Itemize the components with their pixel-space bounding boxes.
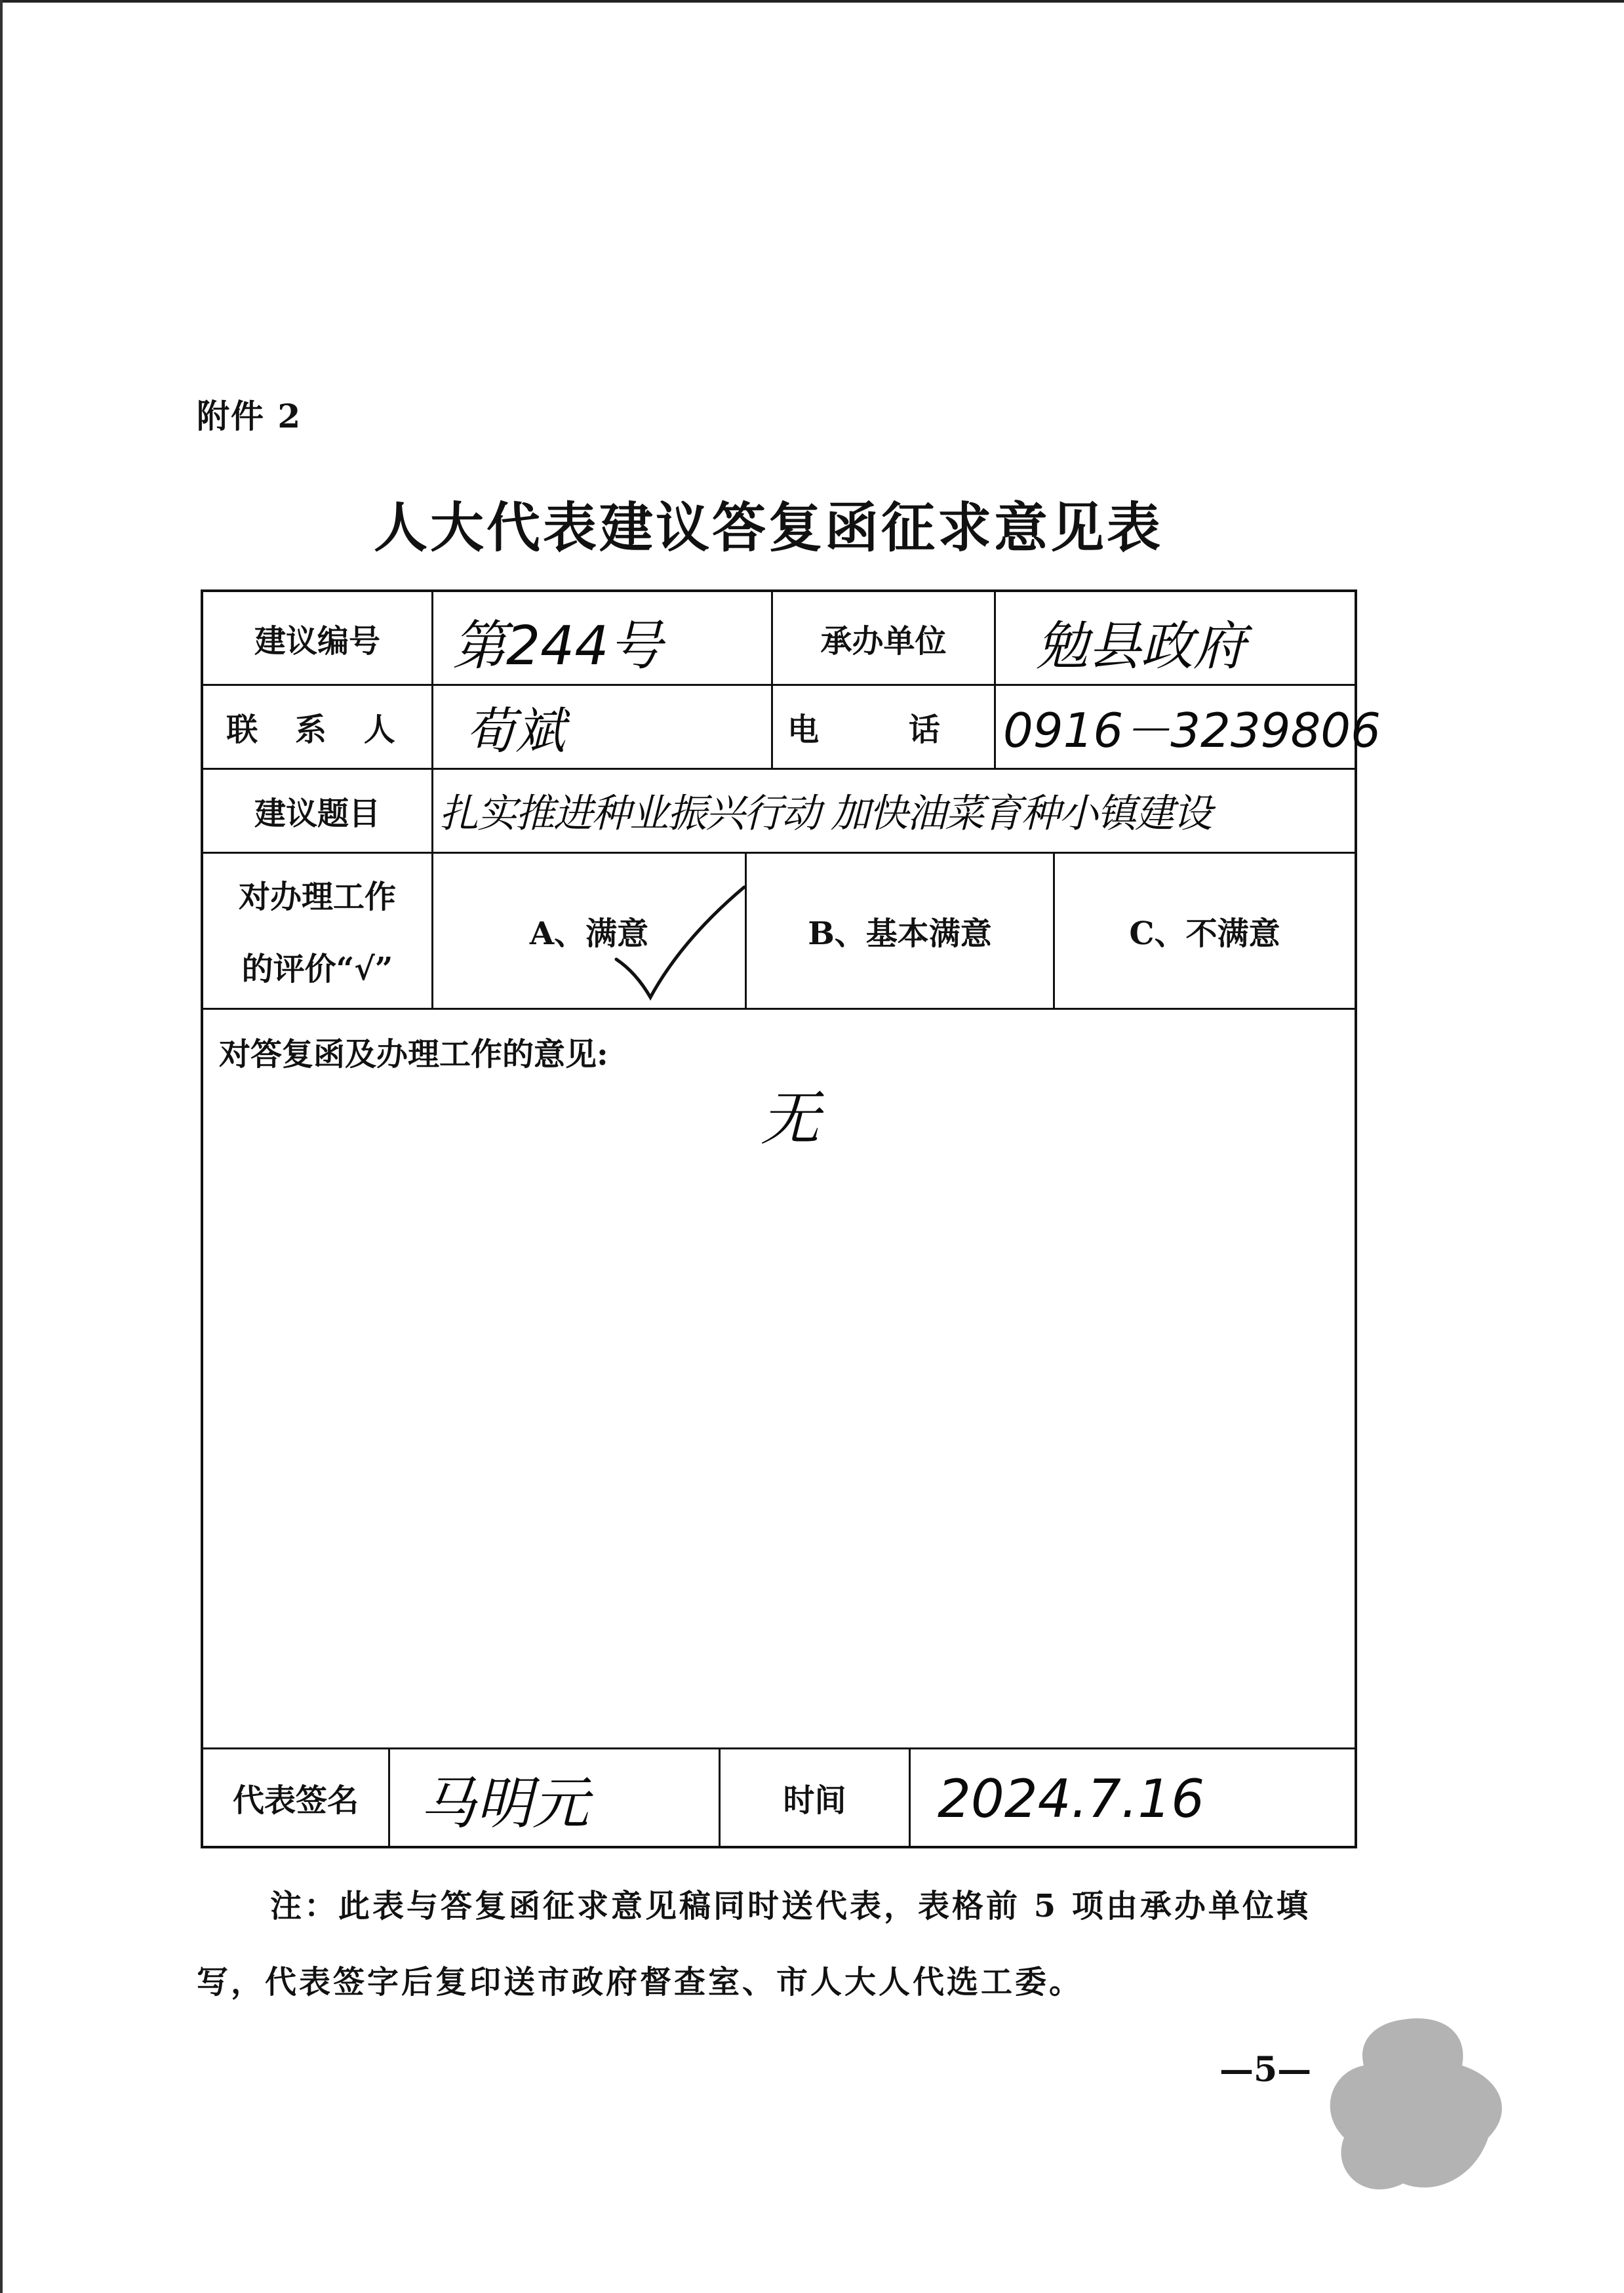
footer-note-line2: 写，代表签字后复印送市政府督查室、市人大人代选工委。 (197, 1964, 1084, 2001)
scan-edge-left (0, 0, 3, 2293)
representative-signature: 马明元 (420, 1771, 589, 1837)
footer-note-line1: 注：此表与答复函征求意见稿同时送代表，表格前 5 项由承办单位填 (270, 1888, 1311, 1924)
page-title: 人大代表建议答复函征求意见表 (374, 496, 1164, 559)
option-basically-satisfied[interactable]: B、基本满意 (808, 915, 992, 952)
date-label: 时间 (783, 1782, 846, 1819)
handling-unit-value: 勉县政府 (1036, 615, 1246, 677)
phone-value: 0916－3239806 (1003, 703, 1381, 758)
opinion-value: 无 (761, 1085, 820, 1153)
checkmark-icon (610, 881, 754, 1005)
subject-label: 建议题目 (254, 795, 380, 832)
option-satisfied[interactable]: A、满意 (529, 915, 649, 952)
col-divider (909, 1747, 911, 1846)
row-divider (203, 1008, 1355, 1010)
signature-label: 代表签名 (232, 1782, 359, 1819)
opinion-label: 对答复函及办理工作的意见: (219, 1035, 608, 1073)
attachment-label: 附件 2 (197, 397, 302, 435)
contact-value: 荀斌 (465, 701, 565, 760)
contact-label: 联 系 人 (226, 711, 408, 748)
date-value: 2024.7.16 (938, 1768, 1205, 1829)
scan-smudge (1305, 2006, 1521, 2203)
col-divider (388, 1747, 390, 1846)
col-divider (431, 592, 433, 852)
evaluation-label-line2: 的评价“√” (241, 950, 393, 987)
scan-edge-top (0, 0, 1624, 3)
feedback-form-table (201, 589, 1381, 1848)
page-number: —5— (1219, 2050, 1312, 2090)
handling-unit-label: 承办单位 (820, 622, 947, 660)
evaluation-label-line1: 对办理工作 (238, 878, 396, 915)
proposal-no-label: 建议编号 (254, 622, 380, 660)
phone-label: 电 话 (787, 711, 980, 748)
proposal-no-value: 第244号 (452, 614, 663, 677)
subject-value: 扎实推进种业振兴行动 加快油菜育种小镇建设 (439, 791, 1212, 837)
option-unsatisfied[interactable]: C、不满意 (1129, 915, 1280, 952)
col-divider (994, 592, 996, 768)
